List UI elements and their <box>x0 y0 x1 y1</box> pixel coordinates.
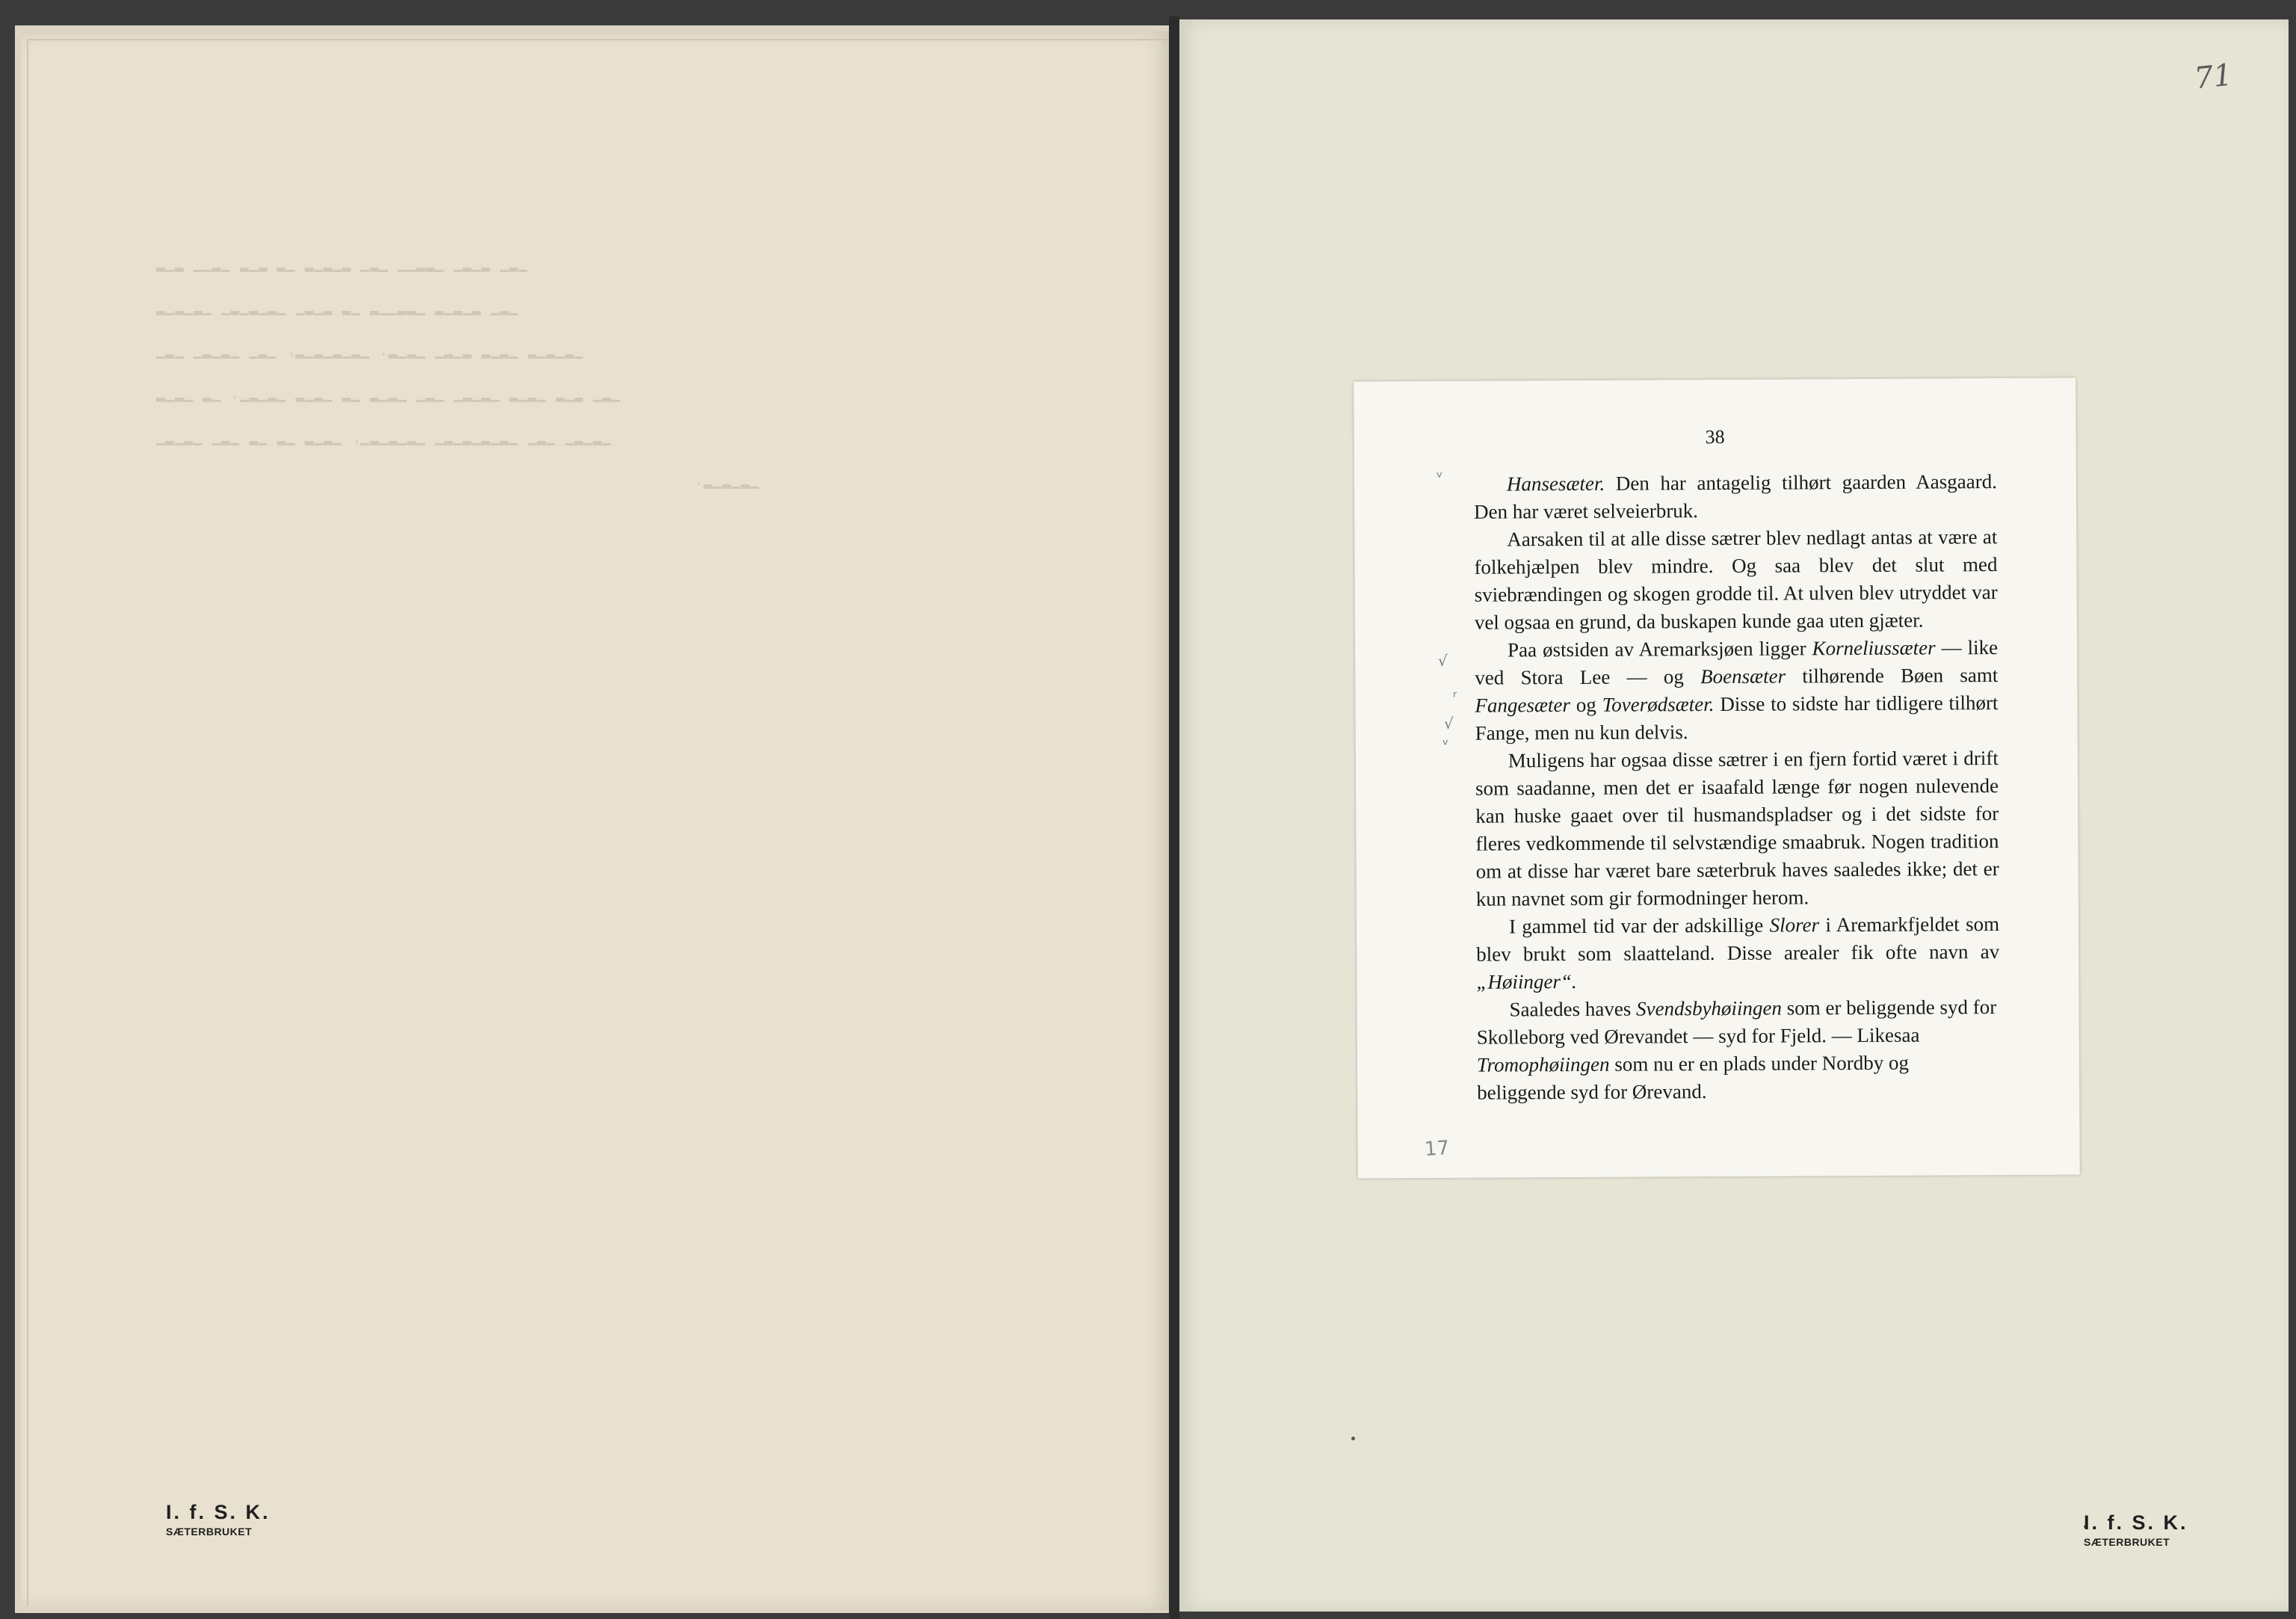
text-run: Aarsaken til at alle disse sætrer blev nedlagt antas at være at folkehjælpen blev mindre. Og saa blev det slut med sviebrændingen og skogen grodde til. At ulven blev utryddet var vel ogsaa en grund, da buskapen kunde gaa uten gjæter. <box>1474 525 1998 634</box>
handwritten-page-number: 71 <box>2192 58 2235 96</box>
stamp-line1: I. f. S. K. <box>2084 1511 2188 1534</box>
italic-place-name: Tromophøiingen <box>1476 1052 1610 1076</box>
clipping-text <box>1474 468 2000 1107</box>
show-through-line: ▁▂▁ ▂▁▂▁ ▁▂▂▁▁ ▁▂▁ ▂▁▂▁▂ ▁▂ ▂▁▂ ▁▂▁▁ ▂▁▂ <box>155 256 528 273</box>
show-through-line: ▁▂▁ ▂▁▂▁▂ ▁▂▂▁▁▂ ▁▂ ▂▁▂▁ ▁▂▁▂▁▂▁ ▁▂▁▂▁▂ <box>155 300 518 316</box>
pasted-clipping <box>1354 377 2080 1178</box>
text-run: tilhørende Bøen samt <box>1785 664 1999 688</box>
show-through-line: ▁▂▁▂▁▂ ▁▂▁▂ ▂▁▂▁ ▁▂▁▂. ▁▂▁▂▁▂▁▂, ▁▂▁ ▁▂▁▂▁ ▁▂▁ <box>155 343 583 360</box>
text-run: — like ved Stora Lee — og <box>1475 636 1999 689</box>
text-run: som er beliggende syd for Skolleborg ved Ørevandet — syd for Fjeld. — Likesaa <box>1476 996 1997 1049</box>
italic-place-name: Toverødsæter. <box>1602 693 1715 716</box>
clipping-paragraph <box>1474 523 1998 637</box>
clipping-paragraph <box>1475 744 1999 913</box>
pencil-check-mark: ʳ <box>1453 688 1457 706</box>
text-run: Den har antagelig tilhørt gaarden Aasgaard. Den har været selveierbruk. <box>1474 470 1998 523</box>
italic-place-name: „Høiinger“. <box>1476 969 1577 993</box>
italic-place-name: Boensæter <box>1700 664 1786 688</box>
show-through-line: ▁▂▁ ▂▁▂ ▁▂▁▂ ▁▂▁▂▁ ▁▂▁ ▁▂▁▂ ▁▂ ▁▂▁▂ ▁▂▁▂▁. ▁▂ ▁▂▁▂ <box>155 386 620 403</box>
ink-speck <box>1351 1437 1355 1440</box>
archive-stamp-right <box>2084 1511 2188 1548</box>
book-spine <box>1169 16 1179 1619</box>
pencil-check-mark: √ <box>1438 652 1448 670</box>
italic-place-name: Hansesæter. <box>1506 472 1605 496</box>
text-run: i Aremarkfjeldet som blev brukt som slaatteland. Disse arealer fik ofte navn av <box>1476 913 2000 966</box>
show-through-line: ▁▂▁▂▁▂. <box>694 473 759 490</box>
pencil-check-mark: ᵛ <box>1442 736 1449 753</box>
text-run: I gammel tid var der adskillige <box>1508 913 1770 938</box>
italic-place-name: Fangesæter <box>1475 694 1571 717</box>
left-page-inner-edge <box>27 39 1167 1606</box>
clipping-page-number: 38 <box>1705 425 1725 448</box>
pencil-check-mark: ᵛ <box>1436 468 1443 486</box>
text-run: Disse to sidste har tidligere tilhørt Fange, men nu kun delvis. <box>1475 691 1999 744</box>
text-run: og <box>1570 693 1602 717</box>
stamp-line1: I. f. S. K. <box>166 1501 271 1523</box>
clipping-paragraph <box>1474 468 1997 526</box>
italic-place-name: Slorer <box>1769 913 1820 937</box>
text-run: Saaledes haves <box>1509 997 1637 1021</box>
text-run: Muligens har ogsaa disse sætrer i en fjern fortid været i drift som saadanne, men det er isaafald længe før nogen nulevende kan huske gaaet over til husmandspladser og i det sidste for fleres vedkommende til selvstændige smaabruk. Nogen tradition om at disse har været bare sæterbruk haves saaledes ikke; det er kun navnet som gir formodninger herom. <box>1475 747 1999 910</box>
stamp-line2: SÆTERBRUKET <box>166 1526 253 1538</box>
italic-place-name: Svendsbyhøiingen <box>1635 996 1783 1020</box>
clipping-paragraph <box>1476 910 2000 996</box>
italic-place-name: Korneliussæter <box>1812 636 1936 660</box>
archive-stamp-left <box>166 1501 271 1538</box>
stamp-line2: SÆTERBRUKET <box>2084 1536 2170 1548</box>
clipping-paragraph <box>1475 634 1999 747</box>
text-run: som nu er en plads under Nordby og beliggende syd for Ørevand. <box>1477 1051 1910 1104</box>
pencil-note: 17 <box>1423 1136 1451 1162</box>
text-run: Paa østsiden av Aremarksjøen ligger <box>1507 637 1812 662</box>
clipping-paragraph <box>1477 993 2001 1107</box>
pencil-check-mark: √ <box>1444 715 1454 733</box>
show-through-line: ▁▂▁▂▁ ▁▂▁ ▁▂▁▂▁▂▁▂▁ ▁▂▁▂▁▂▁, ▁▂▁▂ ▁▂ ▁▂ ▁▂▁ ▁▂▁▂▁ <box>155 430 611 446</box>
